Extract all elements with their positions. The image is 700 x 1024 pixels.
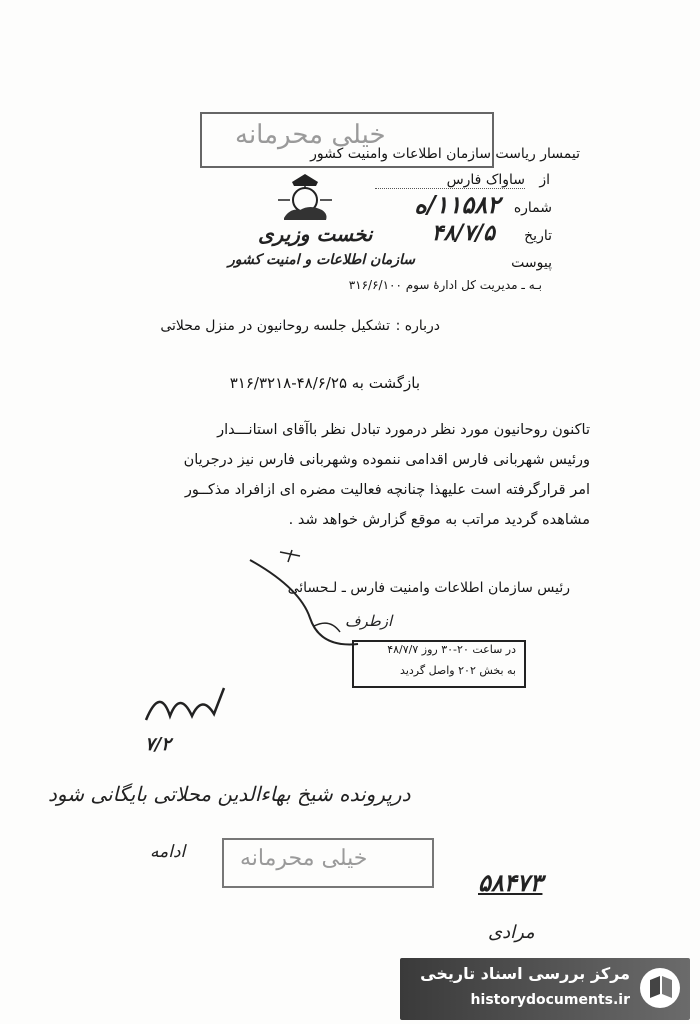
subject-value: تشکیل جلسه روحانیون در منزل محلاتی: [160, 318, 390, 334]
emblem-title: نخست وزیری: [258, 222, 373, 246]
handwritten-name: مرادی: [488, 922, 535, 943]
handwritten-filing-instruction: درپرونده شیخ بهاءالدین محلاتی بایگانی شود: [48, 782, 411, 806]
handwritten-date: ۷/۲: [145, 734, 171, 755]
subject-label: درباره :: [395, 318, 440, 334]
archive-number: ۵۸۴۷۳: [478, 868, 543, 897]
date-label: تاریخ: [524, 228, 552, 244]
body-line: ورئیس شهربانی فارس اقدامی ننموده وشهربانی فارس نیز درجریان: [183, 452, 590, 468]
attachment-label: پیوست: [511, 255, 552, 271]
org-title: سازمان اطلاعات و امنیت کشور: [228, 252, 415, 268]
body-line: امر قرارگرفته است علیهذا چنانچه فعالیت مضره ای ازافراد مذکــور: [184, 482, 590, 498]
from-label: از: [539, 172, 550, 188]
lion-and-sun-emblem: [270, 170, 340, 226]
return-reference: بازگشت به ۴۸/۶/۲۵-۳۱۶/۳۲۱۸: [229, 374, 420, 392]
handwritten-note-on-behalf: ازطرف: [345, 612, 393, 630]
source-watermark: [400, 958, 690, 1020]
number-label: شماره: [513, 200, 552, 216]
from-value: ساواک فارس: [375, 172, 525, 189]
body-line: تاکنون روحانیون مورد نظر درمورد تبادل نظر باآقای استانـــدار: [217, 422, 590, 438]
signature-scribble: [240, 548, 370, 658]
date-value: ۴۸/۷/۵: [431, 220, 495, 246]
received-stamp-line-1: در ساعت ۲۰-۳۰ روز ۴۸/۷/۷: [387, 643, 516, 656]
bottom-classification-text: خیلی محرمانه: [240, 846, 368, 871]
number-value: ۱۱۵۸۲/ه: [414, 190, 500, 219]
watermark-url[interactable]: historydocuments.ir: [470, 992, 630, 1008]
signature-line: رئیس سازمان اطلاعات وامنیت فارس ـ لـحسائی: [287, 580, 570, 596]
reference-line: بـه ـ مدیریت کل ادارۀ سوم ۳۱۶/۶/۱۰۰: [348, 278, 542, 292]
body-line: مشاهده گردید مراتب به موقع گزارش خواهد شد .: [288, 512, 590, 528]
handwritten-continue-note: ادامه: [150, 842, 186, 862]
recipient-line: تیمسار ریاست سازمان اطلاعات وامنیت کشور: [310, 146, 580, 162]
top-classification-text: خیلی محرمانه: [235, 120, 386, 150]
initials-scribble: [140, 680, 230, 730]
watermark-title: مرکز بررسی اسناد تاریخی: [420, 964, 630, 983]
archive-logo-icon: [638, 966, 682, 1010]
received-stamp-line-2: به بخش ۲۰۲ واصل گردید: [400, 664, 516, 677]
